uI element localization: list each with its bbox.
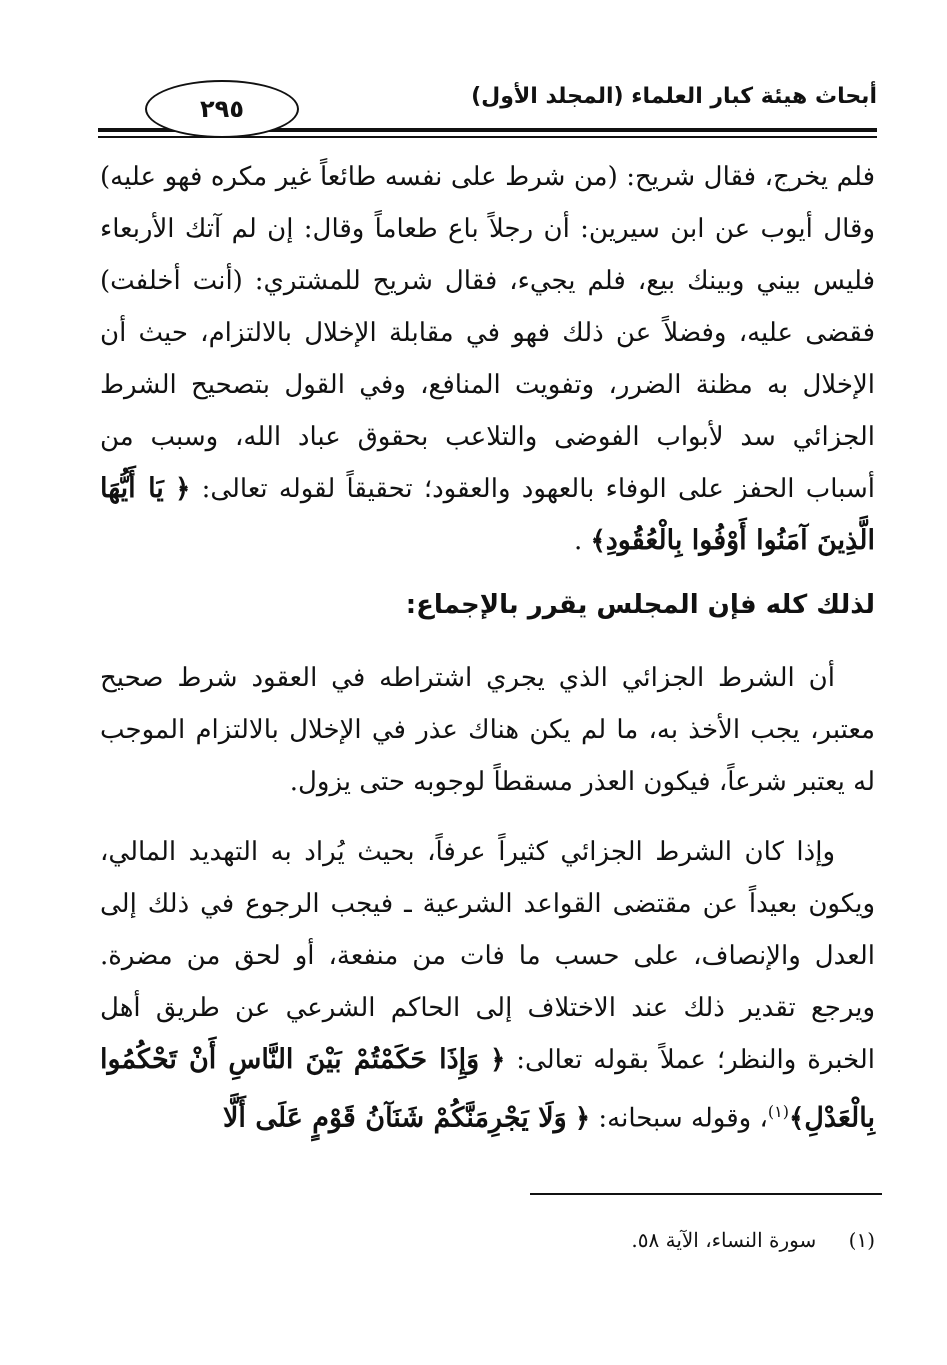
quran-close-brace: ﴾ [788, 1103, 805, 1134]
quran-open-brace: ﴿ [574, 1103, 591, 1134]
paragraph-1-text: فلم يخرج، فقال شريح: (من شرط على نفسه طائعاً غير مكره فهو عليه) وقال أيوب عن ابن سيرين: أن رجلاً باع طعاماً وقال: إن لم آتك الأربعاء فليس بيني وبينك بيع، فلم يجيء، فقال شريح للمشتري: (أنت أخلفت) فقضى عليه، وفضلاً عن ذلك فهو في مقابلة الإخلال بالالتزام، حيث أن الإخلال به مظنة الضرر، وتفويت المنافع، وفي القول بتصحيح الشرط الجزائي سد لأبواب الفوضى والتلاعب بحقوق عباد الله، وسبب من أسباب الحفز على الوفاء بالعهود والعقود؛ تحقيقاً لقوله تعالى: [100, 162, 876, 504]
quran-verse-shanaan: وَلَا يَجْرِمَنَّكُمْ شَنَآنُ قَوْمٍ عَلَى أَلَّا [223, 1102, 567, 1134]
quran-close-brace: ﴾ [590, 526, 606, 556]
paragraph-1-end: . [573, 526, 583, 556]
quran-open-brace: ﴿ [490, 1045, 506, 1075]
quran-verse-uqud: يَا أَيُّهَا الَّذِينَ آمَنُوا أَوْفُوا بِالْعُقُودِ [100, 473, 875, 556]
paragraph-1 [100, 151, 875, 567]
page-number: ٢٩٥ [200, 95, 244, 123]
running-header-title: أبحاث هيئة كبار العلماء (المجلد الأول) [471, 84, 877, 109]
footnote-text: سورة النساء، الآية ٥٨. [631, 1228, 817, 1252]
paragraph-2: أن الشرط الجزائي الذي يجري اشتراطه في العقود شرط صحيح معتبر، يجب الأخذ به، ما لم يكن هناك عذر في الإخلال بالالتزام الموجب له يعتبر شرعاً، فيكون العذر مسقطاً لوجوبه حتى يزول. [100, 663, 875, 797]
footnote-reference[interactable]: (١) [767, 1102, 789, 1121]
paragraph-3-text: وإذا كان الشرط الجزائي كثيراً عرفاً، بحيث يُراد به التهديد المالي، ويكون بعيداً عن مقتضى القواعد الشرعية ـ فيجب الرجوع في ذلك إلى العدل والإنصاف، على حسب ما فات من منفعة، أو لحق من مضرة. ويرجع تقدير ذلك عند الاختلاف إلى الحاكم الشرعي عن طريق أهل الخبرة والنظر؛ عملاً بقوله تعالى: [100, 837, 876, 1075]
quran-open-brace: ﴿ [175, 474, 191, 504]
footnote [631, 1228, 875, 1252]
paragraph-3-middle: ، وقوله سبحانه: [590, 1103, 768, 1134]
page-number-oval [145, 80, 299, 138]
footnote-number: (١) [848, 1228, 875, 1252]
resolution-heading: لذلك كله فإن المجلس يقرر بالإجماع: [405, 590, 875, 620]
footnote-separator [530, 1193, 882, 1195]
paragraph-3 [100, 826, 875, 1145]
quran-verse-adl: وَإِذَا حَكَمْتُمْ بَيْنَ النَّاسِ أَنْ تَحْكُمُوا بِالْعَدْلِ [100, 1044, 875, 1134]
